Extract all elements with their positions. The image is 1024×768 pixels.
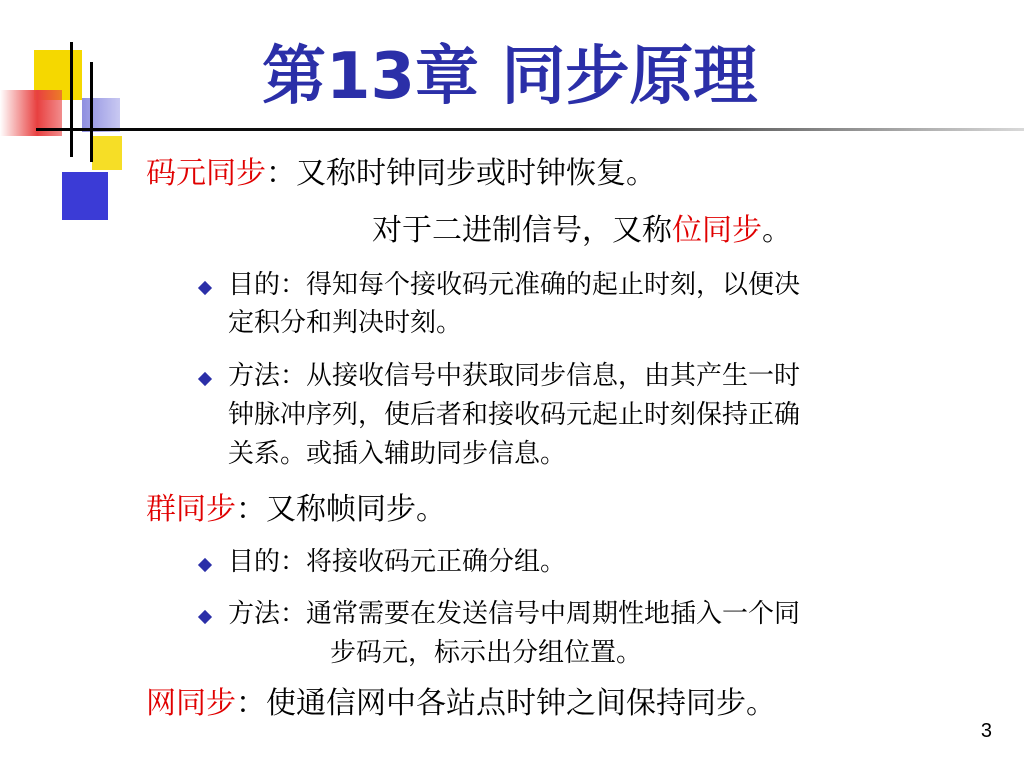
group-sync-method-line1: 方法：通常需要在发送信号中周期性地插入一个同 xyxy=(228,599,801,629)
slide-title: 第13章 同步原理 xyxy=(262,40,758,114)
network-sync-colon: ： xyxy=(236,686,266,721)
group-sync-method-line2: 步码元，标示出分组位置。 xyxy=(330,638,643,668)
group-sync-colon: ： xyxy=(236,492,266,527)
network-sync-heading xyxy=(146,686,776,722)
bit-sync-line xyxy=(372,213,792,249)
group-sync-desc: 又称帧同步。 xyxy=(266,492,446,527)
deco-blue-square xyxy=(62,172,108,220)
page-number: 3 xyxy=(980,720,992,742)
bit-sync-term: 位同步 xyxy=(672,213,762,248)
symbol-sync-method-line2: 钟脉冲序列，使后者和接收码元起止时刻保持正确 xyxy=(228,400,801,430)
title-underline xyxy=(36,128,1024,131)
symbol-sync-term: 码元同步 xyxy=(146,156,266,191)
bit-sync-prefix: 对于二进制信号，又称 xyxy=(372,213,672,248)
diamond-bullet-icon xyxy=(198,372,212,386)
deco-vertical-rule-2 xyxy=(90,62,93,162)
symbol-sync-colon: ： xyxy=(266,156,296,191)
network-sync-term: 网同步 xyxy=(146,686,236,721)
symbol-sync-purpose-line2: 定积分和判决时刻。 xyxy=(228,308,463,338)
deco-yellow-small xyxy=(92,136,122,170)
symbol-sync-desc: 又称时钟同步或时钟恢复。 xyxy=(296,156,656,191)
symbol-sync-purpose-line1: 目的：得知每个接收码元准确的起止时刻，以便决 xyxy=(228,270,801,300)
diamond-bullet-icon xyxy=(198,558,212,572)
diamond-bullet-icon xyxy=(198,281,212,295)
group-sync-heading xyxy=(146,492,446,528)
symbol-sync-heading xyxy=(146,156,656,192)
network-sync-desc: 使通信网中各站点时钟之间保持同步。 xyxy=(266,686,776,721)
diamond-bullet-icon xyxy=(198,610,212,624)
symbol-sync-method-line3: 关系。或插入辅助同步信息。 xyxy=(228,439,567,469)
symbol-sync-method-line1: 方法：从接收信号中获取同步信息，由其产生一时 xyxy=(228,361,801,391)
deco-blue-small xyxy=(82,98,120,132)
deco-vertical-rule-1 xyxy=(70,42,73,157)
group-sync-term: 群同步 xyxy=(146,492,236,527)
bit-sync-suffix: 。 xyxy=(762,213,792,248)
group-sync-purpose-line1: 目的：将接收码元正确分组。 xyxy=(228,547,567,577)
